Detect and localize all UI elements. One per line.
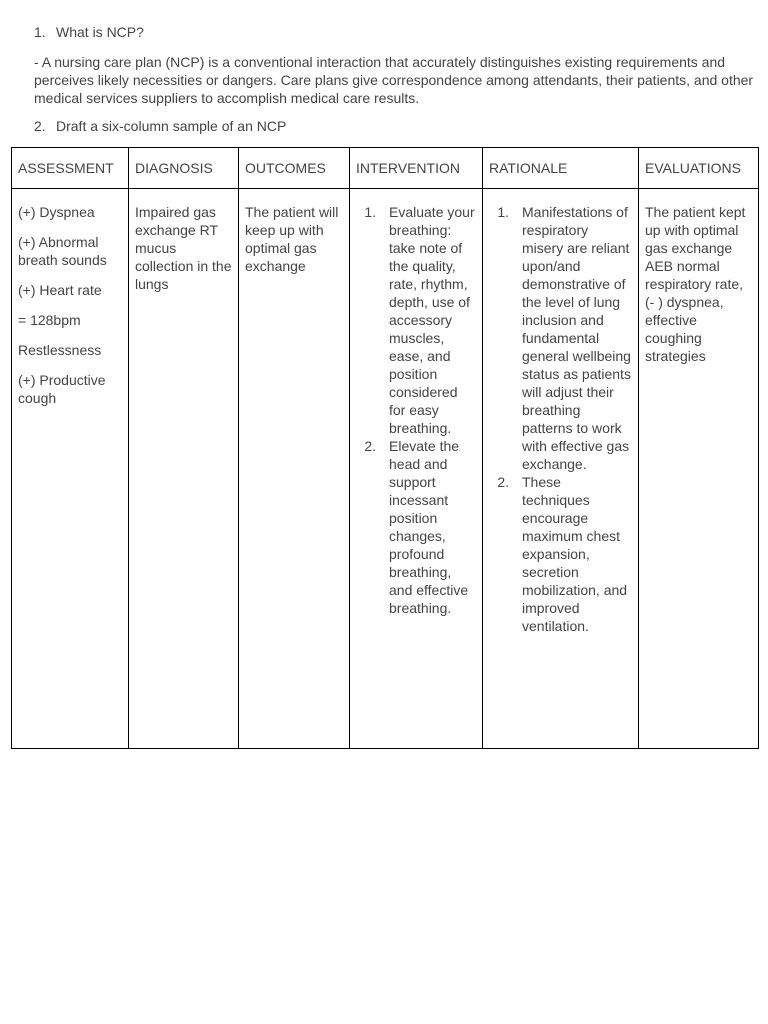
assessment-item: = 128bpm (18, 312, 81, 328)
assessment-item: (+) Heart rate (18, 282, 102, 298)
question-2-text: Draft a six-column sample of an NCP (56, 118, 287, 134)
question-1-number: 1. (34, 24, 46, 40)
intervention-item (356, 203, 476, 437)
answer-paragraph: - A nursing care plan (NCP) is a conventional interaction that accurately distinguishes existing requirements and perceives likely necessities or dangers. Care plans give correspondence among attendants, their patients, and other medical services suppliers to accomplish medical care results. (34, 54, 754, 106)
header-evaluations: EVALUATIONS (639, 148, 759, 189)
rationale-item (489, 203, 632, 473)
ncp-header-row (12, 148, 759, 189)
intervention-item-text: Elevate the head and support incessant position changes, profound breathing, and effective breathing. (389, 438, 469, 616)
assessment-item: (+) Abnormal breath sounds (18, 234, 107, 268)
rationale-item-number: 2. (497, 474, 509, 490)
question-1-text: What is NCP? (56, 24, 144, 40)
evaluations-cell (639, 189, 759, 749)
rationale-item (489, 473, 632, 635)
outcomes-text: The patient will keep up with optimal gas exchange (245, 204, 339, 274)
header-rationale: RATIONALE (483, 148, 639, 189)
question-2-number: 2. (34, 118, 46, 134)
evaluations-text: The patient kept up with optimal gas exchange AEB normal respiratory rate, (- ) dyspnea, effective coughing strategies (645, 204, 746, 364)
header-diagnosis: DIAGNOSIS (129, 148, 239, 189)
intervention-list (356, 203, 476, 617)
assessment-cell (12, 189, 129, 749)
assessment-item: Restlessness (18, 342, 102, 358)
rationale-cell (483, 189, 639, 749)
assessment-item: (+) Dyspnea (18, 204, 95, 220)
intervention-cell (350, 189, 483, 749)
header-outcomes: OUTCOMES (239, 148, 350, 189)
intervention-item-number: 2. (364, 438, 376, 454)
intervention-item-number: 1. (364, 204, 376, 220)
outcomes-cell (239, 189, 350, 749)
header-assessment: ASSESSMENT (12, 148, 129, 189)
rationale-item-text: Manifestations of respiratory misery are reliant upon/and demonstrative of the level of lung inclusion and fundamental general wellbeing status as patients will adjust their breathing patterns to work with effective gas exchange. (522, 204, 631, 472)
diagnosis-text: Impaired gas exchange RT mucus collection in the lungs (135, 204, 232, 292)
diagnosis-cell (129, 189, 239, 749)
intervention-item-text: Evaluate your breathing: take note of the quality, rate, rhythm, depth, use of accessory muscles, ease, and position considered for easy breathing. (389, 204, 475, 436)
question-1 (34, 23, 144, 41)
question-2 (34, 117, 286, 135)
intervention-item (356, 437, 476, 617)
ncp-table (11, 147, 759, 749)
assessment-item: (+) Productive cough (18, 372, 106, 406)
rationale-item-number: 1. (497, 204, 509, 220)
rationale-item-text: These techniques encourage maximum chest expansion, secretion mobilization, and improved ventilation. (522, 474, 628, 634)
ncp-body-row (12, 189, 759, 749)
rationale-list (489, 203, 632, 635)
header-intervention: INTERVENTION (350, 148, 483, 189)
